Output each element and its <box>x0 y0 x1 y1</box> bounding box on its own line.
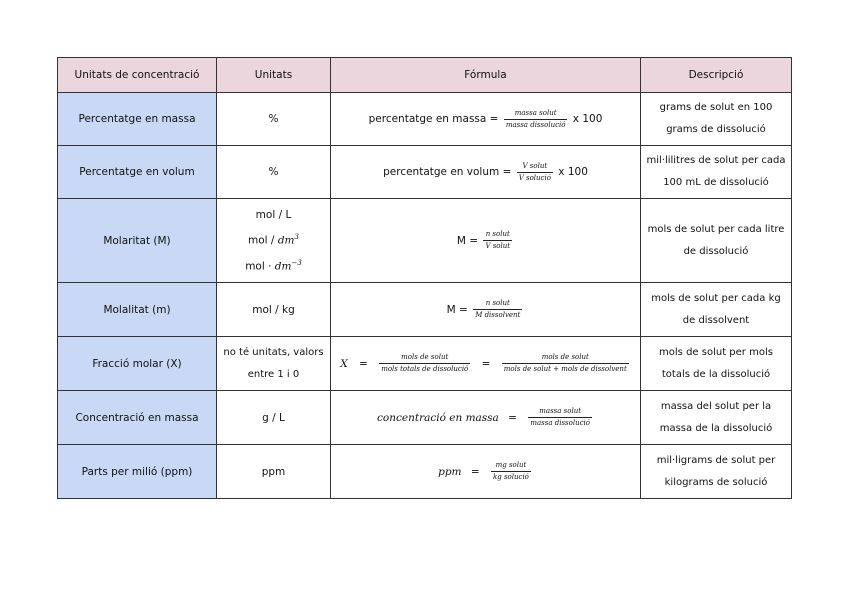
row-unit: % <box>217 146 331 199</box>
fraction-denominator: mols de solut + mols de dissolvent <box>503 365 627 373</box>
fraction-denominator: massa dissolució <box>505 120 566 129</box>
formula-equals: = <box>359 357 368 370</box>
fraction-denominator: kg solució <box>493 473 529 481</box>
formula-fraction <box>504 109 568 130</box>
formula-lhs: ppm <box>438 465 462 478</box>
row-formula <box>331 391 641 445</box>
row-name: Percentatge en volum <box>58 146 217 199</box>
table-row <box>58 283 792 337</box>
fraction-denominator: M dissolvent <box>475 311 521 319</box>
row-formula <box>331 445 641 499</box>
header-units: Unitats <box>217 58 331 93</box>
fraction-denominator: massa dissolució <box>530 419 590 427</box>
formula-lhs: X <box>340 357 348 370</box>
unit-line <box>221 252 326 278</box>
row-name: Molalitat (m) <box>58 283 217 337</box>
row-formula <box>331 93 641 146</box>
formula-fraction <box>483 230 512 251</box>
row-name: Molaritat (M) <box>58 199 217 283</box>
row-name: Percentatge en massa <box>58 93 217 146</box>
row-unit: no té unitats, valors entre 1 i 0 <box>217 337 331 391</box>
formula-fraction <box>491 461 531 482</box>
unit-prefix: mol / <box>248 234 278 247</box>
formula-fraction <box>528 407 592 428</box>
row-formula <box>331 199 641 283</box>
fraction-numerator: massa solut <box>528 407 592 418</box>
fraction-numerator: mols de solut <box>502 353 629 364</box>
formula-lhs: M = <box>456 234 479 247</box>
table-row <box>58 199 792 283</box>
row-unit <box>217 199 331 283</box>
row-unit: ppm <box>217 445 331 499</box>
unit-line <box>221 226 326 252</box>
fraction-numerator: n solut <box>483 230 512 241</box>
header-description: Descripció <box>641 58 792 93</box>
row-unit: g / L <box>217 391 331 445</box>
row-description: mols de solut per cada litre de dissolució <box>641 199 792 283</box>
fraction-denominator: V solut <box>485 242 511 250</box>
row-name: Parts per milió (ppm) <box>58 445 217 499</box>
row-description: mols de solut per mols totals de la dissolució <box>641 337 792 391</box>
fraction-numerator: mols de solut <box>379 353 470 364</box>
formula-lhs: M = <box>446 303 468 316</box>
formula-lhs: percentatge en massa = <box>368 113 499 125</box>
table-row <box>58 445 792 499</box>
row-formula <box>331 146 641 199</box>
formula-lhs: concentració en massa <box>377 411 499 424</box>
table-row <box>58 391 792 445</box>
row-unit: % <box>217 93 331 146</box>
unit-symbol: dm <box>277 234 295 247</box>
formula-fraction <box>517 162 553 183</box>
table-row <box>58 146 792 199</box>
table-row <box>58 93 792 146</box>
fraction-denominator: V solució <box>518 173 551 182</box>
row-formula <box>331 337 641 391</box>
formula-fraction <box>379 353 470 374</box>
unit-exponent: 3 <box>294 233 299 241</box>
fraction-numerator: massa solut <box>504 109 568 120</box>
fraction-numerator: V solut <box>517 162 553 173</box>
formula-tail: x 100 <box>572 113 603 125</box>
header-formula: Fórmula <box>331 58 641 93</box>
formula-equals: = <box>481 357 491 370</box>
fraction-numerator: n solut <box>473 299 522 310</box>
row-unit: mol / kg <box>217 283 331 337</box>
row-name: Fracció molar (X) <box>58 337 217 391</box>
formula-fraction <box>502 353 629 374</box>
formula-tail: x 100 <box>558 166 588 178</box>
formula-equals: = <box>470 465 480 478</box>
row-description: mil·ligrams de solut per kilograms de solució <box>641 445 792 499</box>
row-formula <box>331 283 641 337</box>
formula-equals: = <box>508 411 517 424</box>
unit-line: mol / L <box>255 209 292 221</box>
row-description: grams de solut en 100 grams de dissolució <box>641 93 792 146</box>
table-row <box>58 337 792 391</box>
row-description: mil·lilitres de solut per cada 100 mL de dissolució <box>641 146 792 199</box>
row-description: massa del solut per la massa de la dissolució <box>641 391 792 445</box>
row-name: Concentració en massa <box>58 391 217 445</box>
header-concentration-units: Unitats de concentració <box>58 58 217 93</box>
fraction-denominator: mols totals de dissolució <box>381 365 469 373</box>
concentration-units-table <box>57 57 792 499</box>
unit-symbol: dm <box>274 260 292 272</box>
row-description: mols de solut per cada kg de dissolvent <box>641 283 792 337</box>
unit-prefix: mol · <box>245 260 275 272</box>
formula-fraction <box>473 299 522 320</box>
formula-lhs: percentatge en volum = <box>383 166 512 178</box>
unit-exponent: −3 <box>291 258 302 267</box>
fraction-numerator: mg solut <box>491 461 531 472</box>
header-row <box>58 58 792 93</box>
